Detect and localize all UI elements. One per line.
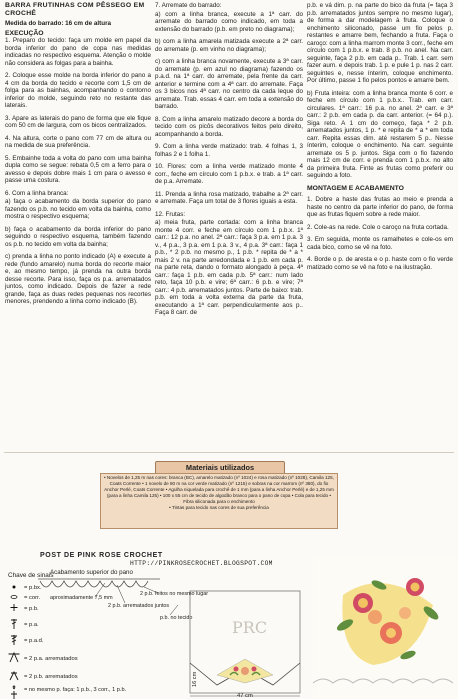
step-8: 8. Com a linha amarelo matizado decore a borda do tecido com os picôs decorativos feitos pelo direito, acompanhando a borda. [155,115,303,138]
montagem-heading: MONTAGEM E ACABAMENTO [307,184,404,192]
step-7: 7. Arremate do barrado: [155,2,222,9]
legend-label: = p.a. [24,622,39,628]
step-6a: a) faça o acabamento da borda superior do pano fazendo os p.b. no tecido em volta da bainha, como mostra o respectivo esquema; [5,198,151,220]
legend-label: = no mesmo p. faça: 1 p.b., 3 corr., 1 p.b. [24,687,127,693]
step-6: 6. Com a linha branca: [5,189,69,197]
legend-label: = p.bx. [24,585,42,591]
legend-label: = p.b. [24,606,39,612]
step-12a: a) meia fruta, parte cortada: com a linha branca monte 4 corr. e feche em círculo com 1 p.b.x. 1ª carr.: 12 p.a. no anel. 2ª carr.: faça 3 p.a. em 1 p.a. 3 v., 4 p.a., 3 p.a. em 1 p.a. 3 v., 4 p.a. 3ª carr.: faça 1 p.b., * 2 p.b. no mesmo p., 1 p.b. * repita de * a * mais 2 v. na parte arredondada e 1 p.b. em cada p. na parte reta, dando o formato alongado à peça. 4ª carr.: faça 1 p.b. em cada p.b. 5ª carr.: num lado reto, faça 10 p.b. e vire; 6ª carr.: 6 p.b. e vire; 7ª carr.: 4 p.b. arrematados juntos. Parte de baixo: trab. p.b. em toda a volta externa da parte da fruta, executando a 1ª carr. perpendicularmente aos p.. Faça 8 carr. de [155,219,303,316]
column-3 [307,2,453,276]
step-10: 10. Flores: com a linha verde matizado monte 4 corr., feche em círculo com 1 p.b.x. e trab. a 1ª carr. de p.a. Arremate. [155,163,303,185]
dc2tog-symbol [9,653,20,662]
step-4: 4. Na altura, corte o pano com 77 cm de altura ou na medida de sua preferência. [5,134,151,149]
step-12b: b) Fruta inteira: com a linha branca monte 6 corr. e feche em círculo com 1 p.b.x.. Trab. em carr. circulares. 1ª carr.: 16 p.a. no anel. 2ª carr. e 3ª carr.: 2 p.b. em cada p. da carr. anterior. (= 64 p.). Siga reto. A 1 cm do começo, faça * 2 p.b. arrematados juntos, 1 p. * e repita de * a * em toda carr. Repita essas dim. até restarem 5 p.. Nesse ínterim, coloque o enchimento. Na carr. seguinte arremate os 5 p. juntos. Siga com o fio fazendo mais 12 cm de corr. e prenda com 1 p.b.x. no alto da primeira fruta. Finte as frutas como preferir ou seguindo a foto. [307,89,453,179]
flower-motif [252,667,257,672]
legend-label: = 2 p.b. arrematados [24,674,78,680]
materials-title: Materiais utilizados [155,461,285,475]
divider [4,452,454,453]
sc2tog-symbol [10,672,18,680]
legend-title: Chave de sinais [8,572,54,579]
width-dimension: 47 cm [237,693,253,699]
single-crochet-symbol [11,604,18,611]
pattern-title: BARRA FRUTINHAS COM PÊSSEGO EM CROCHÊ [5,2,145,17]
watermark: PRC [232,618,268,637]
flower-motif [234,667,239,672]
assembly-2: 2. Cole-as na rede. Cole o caroço na fruta cortada. [307,223,449,231]
step-7a: a) com a linha branca, execute a 1ª carr. do arremate do barrado como indicado, em toda a extensão do barrado (p.b. em preto no diagrama); [155,10,303,33]
height-dimension: 16 cm [192,671,198,687]
slip-stitch-symbol [13,586,16,589]
stitch-diagram [0,563,310,699]
step-2: 2. Coloque esse molde na borda inferior do pano a 4 cm da borda do tecido e recorte com 1,5 cm de folga para as bainhas, acompanhando o contorno inferior do molde, seguindo reto no restante das laterais. [5,72,151,109]
diagram-label: aproximadamente 7,5 mm [50,595,113,601]
double-crochet-symbol [11,619,17,629]
double-treble-symbol [11,635,17,645]
diagram-label: 2 p.b. feitos no mesmo lugar [140,591,209,597]
step-12: 12. Frutas: [155,210,186,218]
legend-label: = corr. [24,595,41,601]
materials-line: • Tintas para tecido nas cores de sua preferência [169,504,269,510]
finished-towel-photo [313,555,458,699]
step-9: 9. Com a linha verde matizado: trab. 4 folhas 1, 3 folhas 2 e 1 folha 1. [155,143,303,158]
step-5: 5. Embainhe toda a volta do pano com uma bainha dupla como se segue: rebata 0,5 cm a ferro para o avesso e depois dobre mais 1 cm para o avesso e passe uma costura. [5,154,151,184]
post-credit: POST DE PINK ROSE CROCHET [40,552,163,559]
picot-symbol [11,686,17,699]
assembly-4: 4. Borde o p. de aresta e o p. haste com o fio verde matizado como se vê na foto e na ilustração. [307,256,453,271]
assembly-3: 3. Em seguida, monte os ramalhetes e cole-os em cada bico, como se vê na foto. [307,236,453,251]
fruit-motif [241,667,249,675]
step-6c: c) prenda a linha no ponto indicado (A) e execute a rede (fundo amarelo) numa borda do recorte maior e, ao mesmo tempo, já prenda na outra borda desse recorte. Para isso, faça os p.a. arrematados juntos, como indicado. Depois de fazer a rede grande, faça as duas redes pequenas nos recortes menores, prendendo a linha como indicado (B). [5,253,151,305]
top-finish-label: Acabamento superior do pano [50,569,133,576]
legend-label: = p.a.d. [24,638,44,644]
step-11: 11. Prenda a linha rosa matizado, trabalhe a 2ª carr. e arremate. Faça um total de 3 flores iguais a esta. [155,190,303,205]
materials-line: • Novelos de 1,25 m nas cores: branca (BC), amarelo matizado (nº 1024) e rosa matizado (nº 1028), Camila 125, Coats Corrente • 1 novelo de 80 m na cor verde matizado (nº 1215) e sobras na cor marrom (nº 380), do fio Anchor Perlé, Coats Corrente • Agulha niquelada para crochê de 1 mm (para a linha Anchor Perlé) e de 1,25 mm (para a linha Camila 125) • 100 x 55 cm de tecido de algodão branco para o pano de copa • Cola para tecido • Fibra siliconada para o enchimento [104,475,334,504]
step-7c: c) com a linha branca novamente, execute a 3ª carr. do arremate (p. em azul no diagrama) fazendo os p.a.d. na 1ª carr. do arremate, pela frente da carr. anterior e termine com a 4ª carr. do arremate. Faça os 3 bicos nos 4ª carr. no centro da cada leque do arremate. Trab. essas 4 carr. em toda a extensão do barrado. [155,58,303,110]
step-3: 3. Apare as laterais do pano de forma que ele fique com 50 cm de largura, com os bicos centralizados. [5,114,151,129]
top-scallop-row [40,581,148,587]
column-2 [155,2,303,322]
materials-box [100,461,340,531]
blog-url: HTTP://PINKROSECROCHET.BLOGSPOT.COM [130,560,273,567]
chain-symbol [11,596,17,599]
step-7b: b) com a linha amarela matizada execute a 2ª carr. do arremate (p. em vinho no diagrama); [155,38,303,53]
step-1: 1. Preparo do tecido: faça um molde em papel da borda inferior do pano de copa nas medidas indicadas no respectivo esquema. Atenção o molde não considera as folgas para a bainha. [5,37,151,67]
materials-body [100,473,338,529]
pattern-height: Medida do barrado: 16 cm de altura [5,20,112,27]
assembly-1: 1. Dobre a haste das frutas ao meio e prenda a haste no centro da parte inferior do pano, de forma que as frutas fiquem sobre a rede maior. [307,196,453,218]
step-12a-cont: p.b. e vá dim. p. na parte do bico da fruta (= faça 3 p.b. arrematados juntos sempre no mesmo lugar), de forma a dar modelagem à fruta. Coloque o enchimento siliconado, passe um fio pelos p. restantes e amarre bem, fechando a fruta. Faça o caroço: com a linha marrom monte 3 corr., feche em círculo com 1 p.b.x. e trab. 8 p.b. no anel. Na carr. seguinte, faça 2 p.b. em cada p.. Trab. 1 carr. sem fazer aum. e depois trab. 1 p. e pule 1 p. nas 2 carr. seguintes e, nesse ínterim, coloque enchimento. Por último, passe 1 fio pelos pontos e amarre bem. [307,2,453,84]
execucao-heading: EXECUÇÃO [5,29,44,37]
diagram-label: 2 p.b. arrematados juntos [108,603,170,609]
step-6b: b) faça o acabamento da borda inferior do pano seguindo o respectivo esquema, também fazendo os p.b. no tecido em volta da bainha; [5,225,151,248]
legend-label: = 2 p.a. arrematados [24,656,78,662]
column-1 [5,2,151,311]
diagram-label: p.b. no tecido [160,615,193,621]
